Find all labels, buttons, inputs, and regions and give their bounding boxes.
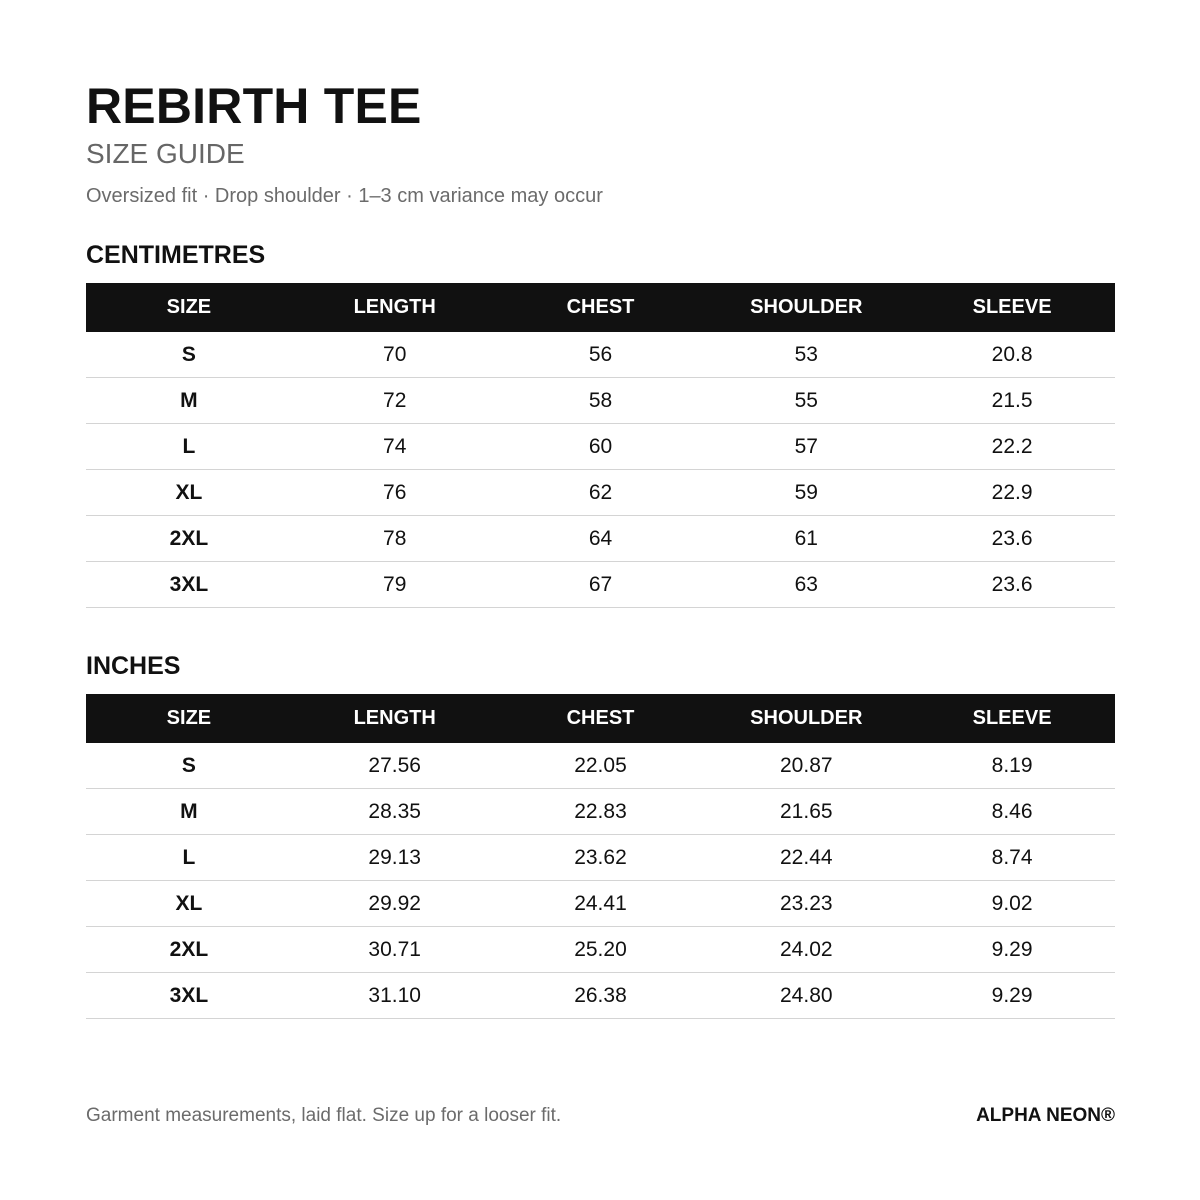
length-cell: 76 bbox=[292, 470, 498, 516]
sleeve-cell: 20.8 bbox=[909, 332, 1115, 378]
shoulder-cell: 24.80 bbox=[703, 973, 909, 1019]
size-cell: XL bbox=[86, 470, 292, 516]
table-row bbox=[86, 562, 1115, 608]
shoulder-cell: 22.44 bbox=[703, 835, 909, 881]
shoulder-cell: 24.02 bbox=[703, 927, 909, 973]
sleeve-cell: 8.19 bbox=[909, 743, 1115, 789]
table-row bbox=[86, 516, 1115, 562]
chest-cell: 26.38 bbox=[498, 973, 704, 1019]
sleeve-cell: 9.29 bbox=[909, 927, 1115, 973]
length-cell: 29.13 bbox=[292, 835, 498, 881]
sleeve-cell: 8.46 bbox=[909, 789, 1115, 835]
inches-heading: INCHES bbox=[86, 652, 181, 680]
shoulder-cell: 59 bbox=[703, 470, 909, 516]
length-cell: 28.35 bbox=[292, 789, 498, 835]
size-cell: 2XL bbox=[86, 516, 292, 562]
shoulder-cell: 61 bbox=[703, 516, 909, 562]
length-cell: 27.56 bbox=[292, 743, 498, 789]
brand-name: ALPHA NEON® bbox=[976, 1105, 1115, 1126]
chest-cell: 67 bbox=[498, 562, 704, 608]
column-header-shoulder: SHOULDER bbox=[703, 283, 909, 332]
sleeve-cell: 23.6 bbox=[909, 562, 1115, 608]
chest-cell: 22.05 bbox=[498, 743, 704, 789]
length-cell: 78 bbox=[292, 516, 498, 562]
column-header-shoulder: SHOULDER bbox=[703, 694, 909, 743]
chest-cell: 58 bbox=[498, 378, 704, 424]
column-header-chest: CHEST bbox=[498, 283, 704, 332]
shoulder-cell: 20.87 bbox=[703, 743, 909, 789]
column-header-length: LENGTH bbox=[292, 283, 498, 332]
length-cell: 79 bbox=[292, 562, 498, 608]
inches-table bbox=[86, 694, 1115, 1019]
table-row bbox=[86, 835, 1115, 881]
shoulder-cell: 21.65 bbox=[703, 789, 909, 835]
shoulder-cell: 57 bbox=[703, 424, 909, 470]
column-header-size: SIZE bbox=[86, 283, 292, 332]
size-cell: L bbox=[86, 835, 292, 881]
table-header-row bbox=[86, 283, 1115, 332]
table-row bbox=[86, 378, 1115, 424]
footer-note: Garment measurements, laid flat. Size up for a looser fit. bbox=[86, 1105, 562, 1126]
centimetres-heading: CENTIMETRES bbox=[86, 241, 266, 269]
size-cell: 3XL bbox=[86, 973, 292, 1019]
size-cell: M bbox=[86, 378, 292, 424]
sleeve-cell: 21.5 bbox=[909, 378, 1115, 424]
column-header-chest: CHEST bbox=[498, 694, 704, 743]
table-row bbox=[86, 927, 1115, 973]
sleeve-cell: 9.29 bbox=[909, 973, 1115, 1019]
centimetres-table bbox=[86, 283, 1115, 608]
size-cell: 2XL bbox=[86, 927, 292, 973]
chest-cell: 25.20 bbox=[498, 927, 704, 973]
sleeve-cell: 22.2 bbox=[909, 424, 1115, 470]
sleeve-cell: 9.02 bbox=[909, 881, 1115, 927]
length-cell: 70 bbox=[292, 332, 498, 378]
page-subtitle: SIZE GUIDE bbox=[86, 138, 245, 169]
length-cell: 72 bbox=[292, 378, 498, 424]
shoulder-cell: 55 bbox=[703, 378, 909, 424]
chest-cell: 62 bbox=[498, 470, 704, 516]
table-row bbox=[86, 470, 1115, 516]
sleeve-cell: 22.9 bbox=[909, 470, 1115, 516]
table-row bbox=[86, 332, 1115, 378]
shoulder-cell: 23.23 bbox=[703, 881, 909, 927]
shoulder-cell: 53 bbox=[703, 332, 909, 378]
size-cell: XL bbox=[86, 881, 292, 927]
column-header-length: LENGTH bbox=[292, 694, 498, 743]
table-row bbox=[86, 424, 1115, 470]
chest-cell: 24.41 bbox=[498, 881, 704, 927]
size-cell: M bbox=[86, 789, 292, 835]
page-title: REBIRTH TEE bbox=[86, 78, 422, 134]
chest-cell: 56 bbox=[498, 332, 704, 378]
size-cell: L bbox=[86, 424, 292, 470]
size-cell: S bbox=[86, 332, 292, 378]
chest-cell: 64 bbox=[498, 516, 704, 562]
size-cell: S bbox=[86, 743, 292, 789]
chest-cell: 60 bbox=[498, 424, 704, 470]
size-cell: 3XL bbox=[86, 562, 292, 608]
length-cell: 30.71 bbox=[292, 927, 498, 973]
table-row bbox=[86, 743, 1115, 789]
fit-note: Oversized fit · Drop shoulder · 1–3 cm variance may occur bbox=[86, 185, 603, 207]
column-header-sleeve: SLEEVE bbox=[909, 694, 1115, 743]
length-cell: 74 bbox=[292, 424, 498, 470]
length-cell: 29.92 bbox=[292, 881, 498, 927]
column-header-sleeve: SLEEVE bbox=[909, 283, 1115, 332]
chest-cell: 22.83 bbox=[498, 789, 704, 835]
sleeve-cell: 8.74 bbox=[909, 835, 1115, 881]
sleeve-cell: 23.6 bbox=[909, 516, 1115, 562]
length-cell: 31.10 bbox=[292, 973, 498, 1019]
chest-cell: 23.62 bbox=[498, 835, 704, 881]
column-header-size: SIZE bbox=[86, 694, 292, 743]
shoulder-cell: 63 bbox=[703, 562, 909, 608]
table-row bbox=[86, 973, 1115, 1019]
table-row bbox=[86, 881, 1115, 927]
table-row bbox=[86, 789, 1115, 835]
table-header-row bbox=[86, 694, 1115, 743]
